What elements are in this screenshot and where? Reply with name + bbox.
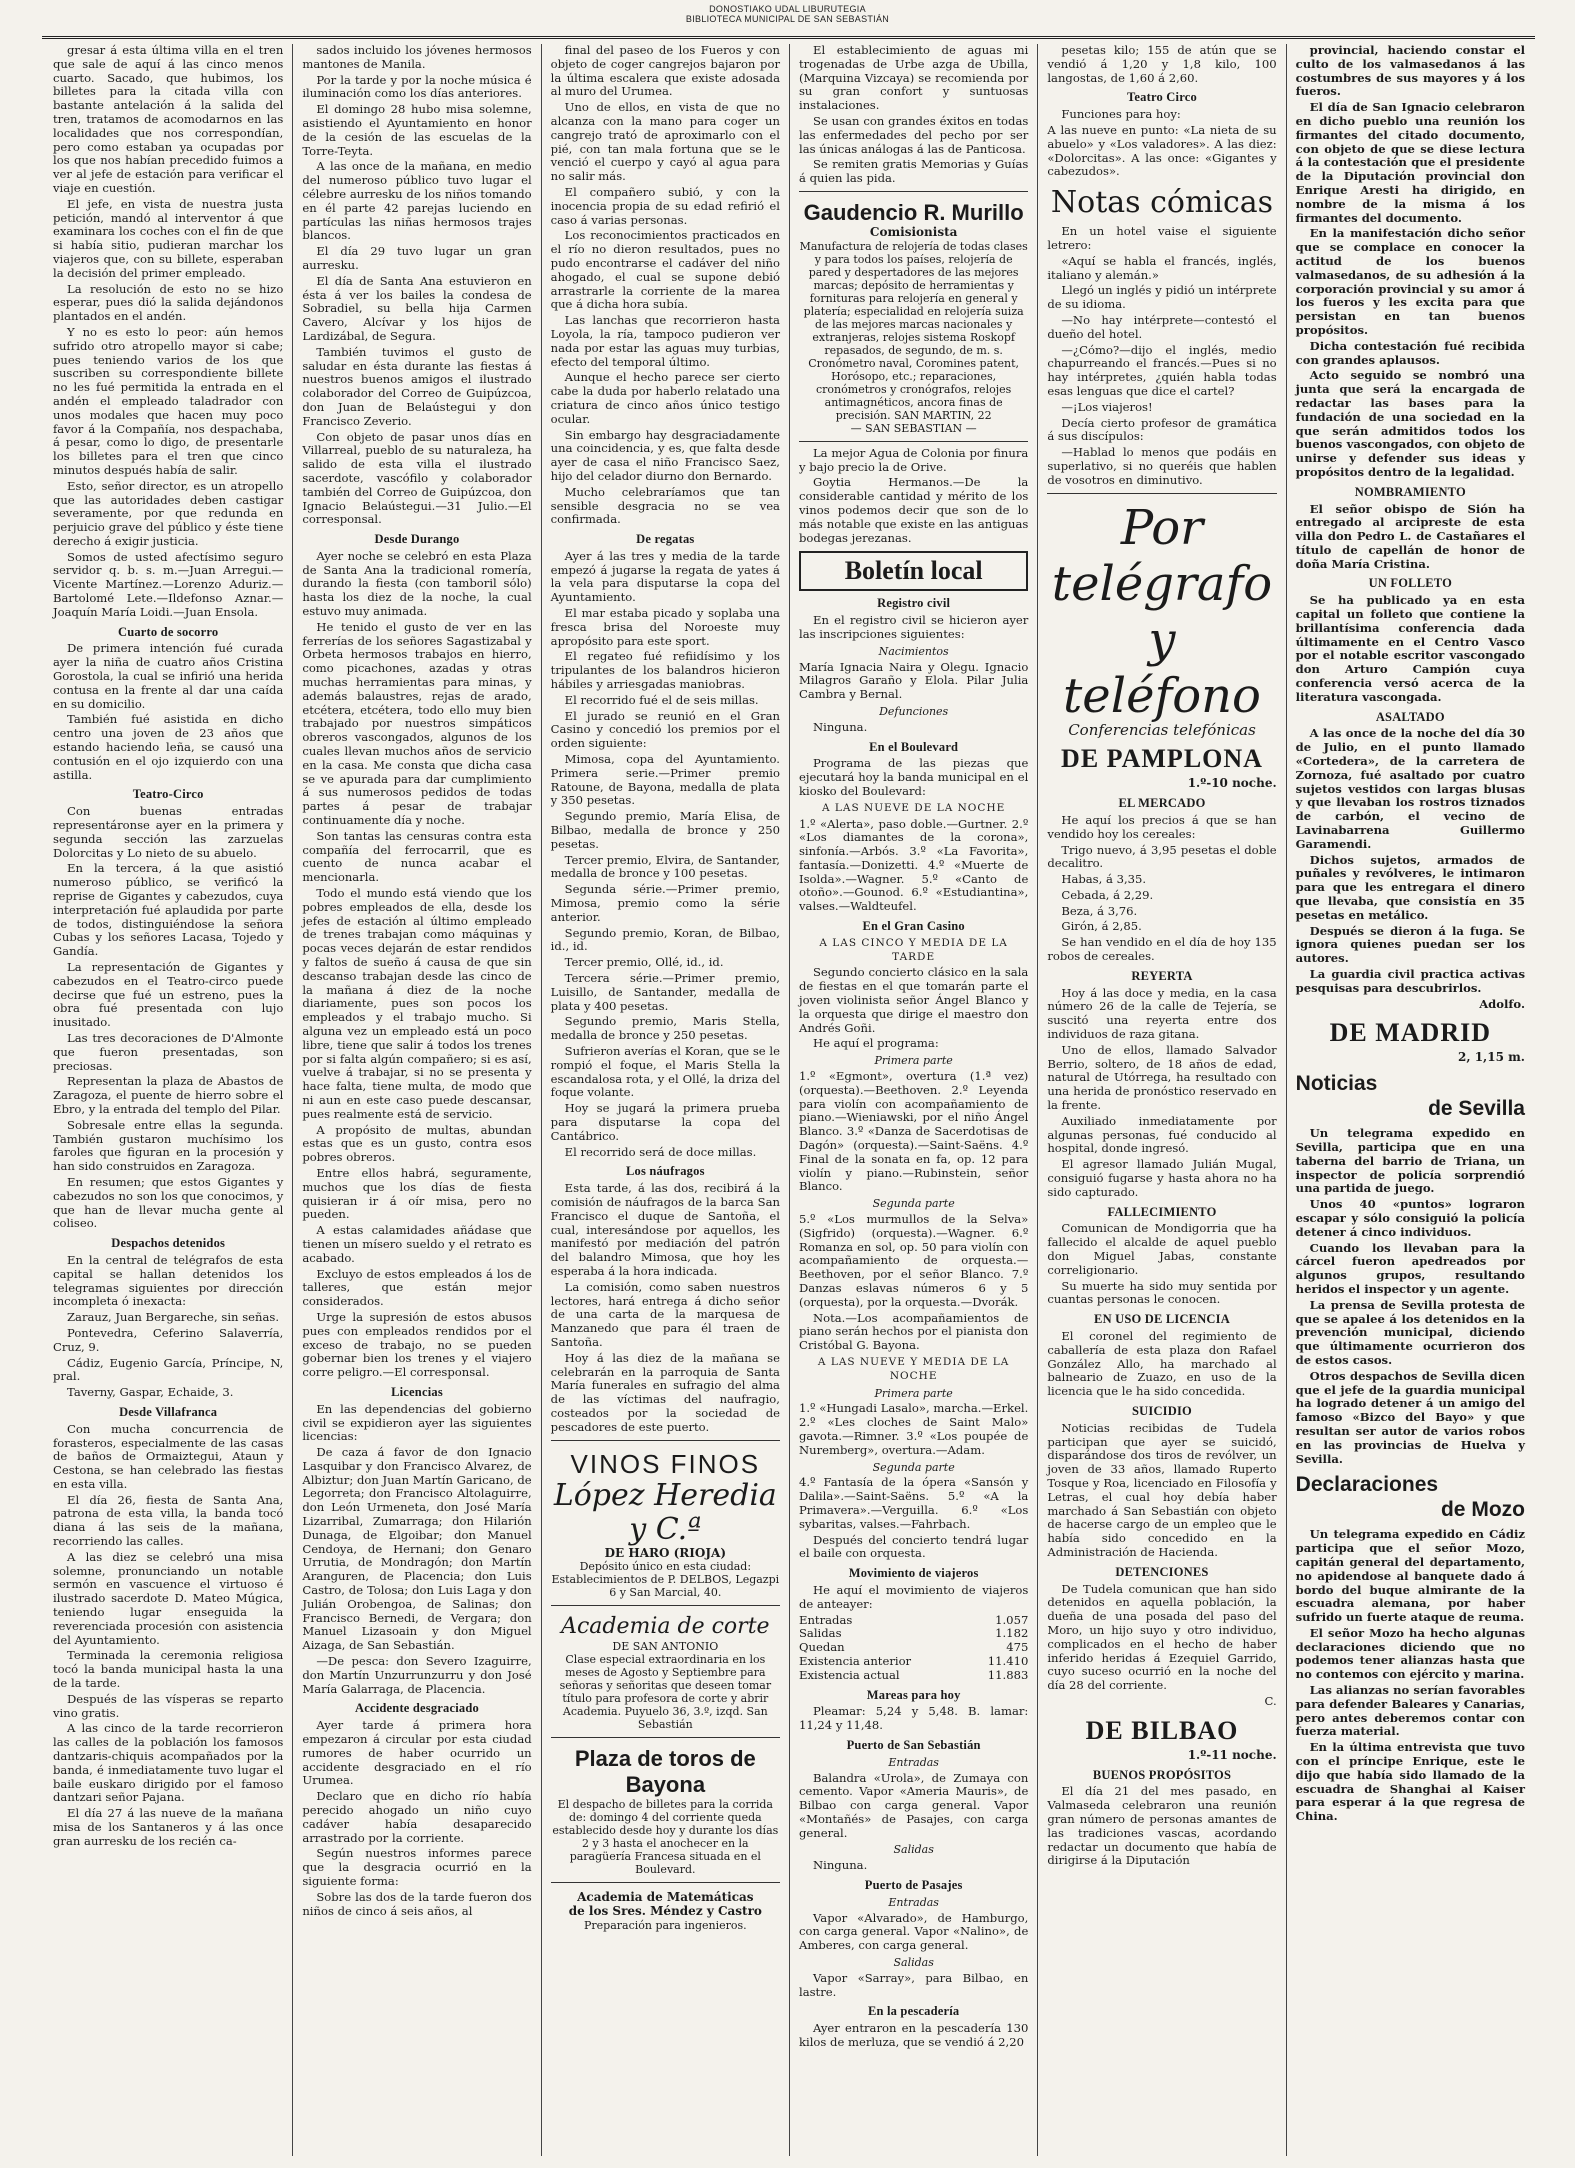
advert-text: Clase especial extraordinaria en los meses de Agosto y Septiembre para señoras y señoritas que deseen tomar título para profesora de corte y abrir Academia. Puyuelo 36, 3.º, izqd. San Sebastián [559,1653,772,1732]
paragraph: Hoy se jugará la primera prueba para disputarse la copa del Cantábrico. [550,1101,780,1143]
boletin-local-title: Boletín local [844,556,983,586]
row-value: 475 [1006,1640,1029,1655]
paragraph: 1.º «Alerta», paso doble.—Gurtner. 2.º «Los diamantes de la corona», sinfonía.—Arbós. 3.º «La Favorita», fantasía.—Donizetti. 4.º «Muerte de Isolda».—Wagner. 5.º «Canto de otoño».—Gounod. 6.º «Estudiantina», valses.—Waldteufel. [798,816,1029,914]
table-row [799,1614,1028,1628]
paragraph: Cádiz, Eugenio García, Príncipe, N, pral. [53,1355,284,1384]
advert-title: Academia de Matemáticas [577,1890,754,1905]
subheading: Segunda parte [872,1460,955,1474]
notas-comicas-masthead [1047,185,1276,221]
paragraph: Segundo premio, Koran, de Bilbao, id., id. [550,925,780,954]
paragraph: A propósito de multas, abundan estas que es un gusto, contra esos pobres obreros. [302,1122,532,1165]
section-heading: Despachos detenidos [111,1236,226,1251]
paragraph: En resumen; que estos Gigantes y cabezudos no son los que conocimos, y que han de llevar mucha gente al coliseo. [53,1174,284,1231]
paragraph: Se han vendido en el día de hoy 135 robos de cereales. [1047,935,1277,964]
dateline-city: DE MADRID [1329,1018,1492,1048]
advert-title: VINOS FINOS [570,1448,761,1479]
paragraph: Hoy á las doce y media, en la casa número 26 de la calle de Tejería, se suscitó una reyerta entre dos individuos de raza gitana. [1047,985,1277,1042]
paragraph: —Hablad lo menos que podáis en superlativo, si no queréis que hablen de vosotros en diminutivo. [1047,445,1277,487]
paragraph: Esta tarde, á las dos, recibirá á la comisión de náufragos de la barca San Francisco el duque de Santoña, el cual, interesándose por aquellos, les manifestó por mediación del patrón del balandro Mimosa, que hoy les esperaba á la hora indicada. [550,1181,780,1278]
sevilla-heading-line1: Noticias [1295,1072,1378,1096]
paragraph: Un telegrama expedido en Sevilla, participa que en una taberna del barrio de Triana, un inspector de policía sorprendió una partida de juego. [1295,1126,1525,1196]
divider [799,191,1028,192]
paragraph: Pleamar: 5,24 y 5,48. B. lamar: 11,24 y 11,48. [798,1704,1029,1733]
paragraph: El día 27 á las nueve de la mañana misa de los Santaneros y á las once gran aurresku de los recién ca- [53,1806,284,1848]
paragraph: Mimosa, copa del Ayuntamiento. Primera serie.—Primer premio Ratoune, de Bayona, medalla de plata y 350 pesetas. [550,752,780,808]
paragraph: Aunque el hecho parece ser cierto cabe la duda por haberlo relatado una criatura de cinco años único testigo ocular. [550,370,780,426]
section-heading: Desde Durango [374,532,460,547]
paragraph: El señor obispo de Sión ha entregado al arcipreste de esta villa don Pedro L. de Castañares el título de capellán de honor de doña María Cristina. [1295,501,1525,571]
paragraph: Se usan con grandes éxitos en todas las enfermedades del pecho por ser las únicas análogas á las de Panticosa. [798,113,1029,156]
paragraph: La representación de Gigantes y cabezudos en el Teatro-circo puede decirse que fué un estreno, pues la obra fué presentada con lujo inusitado. [53,960,284,1030]
section-heading: Desde Villafranca [119,1404,218,1419]
paragraph: Habas, á 3,35. [1061,872,1147,887]
paragraph: En la última entrevista que tuvo con el príncipe Enrique, este le dijo que había sido llamado de la escuadra de Shanghai al Kaiser para esperar á la que regresa de China. [1295,1740,1525,1824]
paragraph: He aquí el programa: [812,1036,939,1051]
dateline-time: 1.º-11 noche. [1187,1747,1277,1762]
paragraph: Cuando los llevaban para la cárcel fueron apedreados por algunos grupos, resultando heridos el inspector y un agente. [1295,1240,1525,1296]
paragraph: Comunican de Mondigorria que ha fallecido el alcalde de aquel pueblo don Miguel Jabas, constante correligionario. [1047,1221,1277,1277]
declaraciones-heading-line2: de Mozo [1440,1498,1525,1522]
dateline-city: DE PAMPLONA [1061,744,1263,774]
paragraph: Segundo premio, Maris Stella, medalla de bronce y 250 pesetas. [550,1014,780,1043]
paragraph: Unos 40 «puntos» lograron escapar y sólo consiguió la policía detener á cinco individuos. [1295,1197,1525,1239]
row-label: Salidas [798,1626,842,1641]
paragraph: Las tres decoraciones de D'Almonte que fueron presentadas, son preciosas. [53,1030,284,1073]
paragraph: Segundo premio, María Elisa, de Bilbao, medalla de bronce y 250 pesetas. [550,809,780,851]
section-heading: Cuarto de socorro [117,624,219,639]
paragraph: Uno de ellos, en vista de que no alcanza con la mano para coger un cangrejo trató de aproximarlo con el pié, con tan mala fortuna que se le venció el cuerpo y cayó al agua para no salir más. [550,100,780,184]
paragraph: Ninguna. [812,719,868,734]
section-heading: EL MERCADO [1118,796,1206,811]
advert-firm: López Heredia y C.ª [553,1477,777,1547]
paragraph: He aquí los precios á que se han vendido hoy los cereales: [1047,812,1277,841]
paragraph: final del paseo de los Fueros y con objeto de coger cangrejos bajaron por la última escalera que existe adosada al muro del Urumea. [550,44,780,99]
advert-place: DE SAN ANTONIO [612,1640,719,1654]
row-value: 1.182 [995,1626,1029,1641]
paragraph: Tercer premio, Elvira, de Santander, medalla de bronce y 100 pesetas. [550,852,780,881]
paragraph: Taverny, Gaspar, Echaide, 3. [67,1385,234,1400]
paragraph: En el registro civil se hicieron ayer las inscripciones siguientes: [798,613,1029,641]
section-heading: SUICIDIO [1132,1403,1192,1418]
paragraph: Con objeto de pasar unos días en Villarreal, pueblo de su naturaleza, ha salido de esta villa el ilustrado sacerdote, vascófilo y colaborador también del Correo de Guipúzcoa, don Ignacio Belaústegui.—31 Julio.—El corresponsal. [302,429,532,527]
paragraph: La resolución de esto no se hizo esperar, pues dió la salida dejándonos plantados en el andén. [53,281,284,324]
paragraph: Funciones para hoy: [1061,107,1181,122]
paragraph: Mucho celebraríamos que tan sensible desgracia no se vea confirmada. [550,484,780,527]
paragraph: Vapor «Alvarado», de Hamburgo, con carga general. Vapor «Nalino», de Amberes, con carga general. [798,1910,1029,1953]
paragraph: Los reconocimientos practicados en el río no dieron resultados, pues no pudo encontrarse el cadáver del niño ahogado, el cual se supone debió arrastrarle la corriente de la marea que á dicha hora subía. [550,228,780,312]
column-5 [1037,44,1285,2156]
dateline-city: DE BILBAO [1085,1715,1239,1745]
paragraph: 1.º «Hungadi Lasalo», marcha.—Erkel. 2.º «Les cloches de Saint Malo» gavota.—Rimner. 3.º «Los poupée de Nuremberg», overtura.—Adam. [798,1401,1029,1457]
subheading: Nacimientos [878,644,949,658]
section-heading: BUENOS PROPÓSITOS [1092,1767,1232,1782]
paragraph: Dicha contestación fué recibida con grandes aplausos. [1295,338,1525,367]
archive-header-line2: BIBLIOTECA MUNICIPAL DE SAN SEBASTIÁN [685,14,890,24]
divider [551,1882,780,1883]
paragraph: —De pesca: don Severo Izaguirre, don Martín Unzurrunzurru y don José María Galarraga, de Placencia. [302,1654,532,1696]
paragraph: Auxiliado inmediatamente por algunas personas, fué conducido al hospital, donde ingresó. [1047,1113,1277,1156]
signature: Adolfo. [1479,996,1525,1011]
paragraph: Entre ellos habrá, seguramente, muchos que los días de fiesta quisieran ir á oír misa, pero no pueden. [302,1165,532,1222]
section-heading: Los náufragos [625,1164,705,1179]
paragraph: A las diez se celebró una misa solemne, pronunciando un notable sermón en vascuence el virtuoso é ilustrado sacerdote D. Mateo Múgica, teniendo lugar enseguida la reverenciada procesión con asistencia del Ayuntamiento. [53,1549,284,1647]
paragraph: El señor Mozo ha hecho algunas declaraciones diciendo que no podemos tener alianzas hasta que no contemos con ejército y marina. [1295,1625,1525,1682]
divider [551,1737,780,1738]
paragraph: Nota.—Los acompañamientos de piano serán hechos por el pianista don Cristóbal G. Bayona. [798,1310,1029,1353]
advert-firm: de los Sres. Méndez y Castro [568,1904,762,1919]
paragraph: En la manifestación dicho señor que se complace en conocer la actitud de los buenos valmasedanos, de su adhesión á la corporación provincial y su amor á los fueros y les excita para que persistan en tan buenos propósitos. [1295,226,1525,337]
paragraph: 4.º Fantasía de la ópera «Sansón y Dalila».—Saint-Saëns. 5.º «A la Primavera».—Verguilla. 6.º «Los sybaritas, valses.—Fahrbach. [798,1475,1029,1531]
advert-text: Depósito único en esta ciudad: Establecimientos de P. DELBOS, Legazpi 6 y San Marcial, 40. [551,1560,780,1600]
advert-title: Academia de corte [561,1614,770,1640]
section-heading: Movimiento de viajeros [848,1566,979,1581]
section-heading: EN USO DE LICENCIA [1094,1312,1230,1327]
paragraph: Tercera série.—Primer premio, Luisillo, de Santander, medalla de plata y 400 pesetas. [550,971,780,1013]
row-label: Existencia actual [798,1667,900,1682]
paragraph: Dichos sujetos, armados de puñales y revólveres, le intimaron para que les entregara el dinero que llevaba, que consistía en 35 pesetas en metálico. [1295,852,1525,922]
paragraph: El agresor llamado Julián Mugal, consiguió fugarse y hasta ahora no ha sido capturado. [1047,1157,1277,1199]
row-label: Quedan [798,1640,845,1655]
paragraph: Con buenas entradas representáronse ayer en la primera y segunda sección las zarzuelas Dolorcitas y Lo nieto de su abuelo. [53,804,284,860]
section-heading: En el Boulevard [869,739,959,754]
paragraph: Programa de las piezas que ejecutará hoy la banda municipal en el kiosko del Boulevard: [798,756,1029,798]
paragraph: A las once de la mañana, en medio del numeroso público tuvo lugar el célebre aurresku de los niños tomando en él parte 42 parejas luciendo en partículas las niñas hermosos trajes blancos. [302,159,532,243]
sevilla-heading [1296,1071,1525,1121]
archive-header-line1: DONOSTIAKO UDAL LIBURUTEGIA [709,4,866,14]
paragraph: La comisión, como saben nuestros lectores, hará entrega á dicho señor de una carta de la marquesa de Manzanedo que para él traen de Santoña. [550,1279,780,1349]
subheading: Entradas [888,1755,939,1769]
paragraph: El día de San Ignacio celebraron en dicho pueblo una reunión los firmantes del citado documento, con objeto de que se diese lectura á la contestación que el presidente de la Diputación provincial don Enrique Aresti ha dirigido, en nombre de la misma á los firmantes del documento. [1295,100,1525,225]
masthead-title: Por telégrafo y teléfono [1051,499,1273,724]
paragraph: El día 29 tuvo lugar un gran aurresku. [302,244,532,272]
columns [44,44,1534,2156]
paragraph: El recorrido fué el de seis millas. [564,692,759,707]
section-heading: Licencias [391,1384,443,1399]
paragraph: provincial, haciendo constar el culto de los valmasedanos á las costumbres de sus mayores y á los fueros. [1295,44,1525,99]
advert-matematicas [551,1891,780,1932]
advert-toros [551,1746,780,1876]
divider [1047,493,1276,494]
paragraph: —No hay intérprete—contestó el dueño del hotel. [1047,312,1277,341]
section-heading: Registro civil [877,596,951,611]
column-4 [789,44,1037,2156]
archive-header [0,4,1575,24]
paragraph: Vapor «Sarray», para Bilbao, en lastre. [798,1970,1029,1999]
paragraph: Se ha publicado ya en esta capital un folleto que contiene la brillantísima conferencia dada últimamente en el Centro Vasco por el notable escritor vascongado don Arturo Campión cuya conferencia versó acerca de la literatura vascongada. [1295,593,1525,704]
subheading: A LAS NUEVE Y MEDIA DE LA NOCHE [817,1355,1010,1382]
subheading: Segunda parte [872,1197,955,1211]
divider [551,1440,780,1441]
paragraph: Girón, á 2,85. [1061,919,1142,934]
paragraph: Ninguna. [812,1858,868,1873]
paragraph: El regateo fué refiidísimo y los tripulantes de los balandros hicieron hábiles y arriesgadas maniobras. [550,649,780,692]
paragraph: Uno de ellos, llamado Salvador Berrio, soltero, de 18 años de edad, natural de Utórrega, ha resultado con una herida de pronóstico reservado en la frente. [1047,1042,1277,1113]
paragraph: He tenido el gusto de ver en las ferrerías de los señores Sagastizabal y Orbeta hermosos trabajos en hierro, como picachones, azadas y otras muchas herramientas para minas, y además balaustres, rejas de arado, etcétera, etcétera, todo ello muy bien trabajado por nuestros simpáticos obreros vascongados, algunos de los cuales llevan muchos años de servicio en la casa. Me consta que dicha casa se ve apurada para dar cumplimiento á sus numerosos pedidos de todas partes á pesar de trabajar continuamente día y noche. [302,619,532,828]
advert-title: Plaza de toros de Bayona [574,1746,756,1798]
paragraph: Todo el mundo está viendo que los pobres empleados de ella, desde los jefes de estación al último empleado de trenes trabajan como máquinas y pocas veces dejarán de estar rendidos y faltos de sueño á causa de que sin descanso trabajan desde las cinco de la mañana á diez de la noche diariamente, pues son pocos los empleados y el trabajo mucho. Si alguna vez un empleado está un poco libre, tiene que salir á todos los trenes por si falta algún compañero; si es así, vuelve á trabajar, si no se presenta y hace falta, tiene multa, de modo que ni aun en este caso puede descansar, pues realmente está de servicio. [302,886,532,1121]
section-heading: FALLECIMIENTO [1107,1204,1217,1219]
boletin-local-box [799,551,1028,591]
paragraph: Después de las vísperas se reparto vino gratis. [53,1691,284,1720]
paragraph: La guardia civil practica activas pesquisas para descubrirlos. [1295,967,1525,995]
paragraph: Segundo concierto clásico en la sala de fiestas en el que tomarán parte el joven violinista señor Ángel Blanco y la orquesta que dirige el maestro don Andrés Goñi. [798,965,1029,1035]
paragraph: Ayer noche se celebró en esta Plaza de Santa Ana la tradicional romería, durando la fiesta (con tamboril sólo) hasta los diez de la noche, la cual estuvo muy animada. [302,548,532,619]
advert-subtitle: Comisionista [869,224,958,239]
section-heading: De regatas [636,532,695,547]
paragraph: En la central de telégrafos de esta capital se hallan detenidos los telegramas siguientes por dirección incompleta ó inexacta: [53,1252,284,1309]
paragraph: Esto, señor director, es un atropello que las autoridades deben castigar severamente, por que redunda en perjuicio grave del público y éste tiene derecho á exigir justicia. [53,478,284,548]
paragraph: Sobre las dos de la tarde fueron dos niños de cinco á seis años, al [302,1889,532,1918]
paragraph: Noticias recibidas de Tudela participan que ayer se suicidó, disparándose dos tiros de revólver, un joven de 33 años, llamado Ruperto Tosque y Roa, licenciado en Filosofía y Letras, el cual hoy debía haber marchado á San Sebastián con objeto de hacerse cargo de un empleo que le había sido concedido en la Administración de Hacienda. [1047,1420,1277,1559]
row-label: Entradas [798,1612,853,1627]
section-heading: ASALTADO [1375,709,1445,724]
advert-title: Gaudencio R. Murillo [803,199,1024,225]
paragraph: Después del concierto tendrá lugar el baile con orquesta. [798,1532,1029,1561]
paragraph: Decía cierto profesor de gramática á sus discípulos: [1047,415,1277,444]
paragraph: De Tudela comunican que han sido detenidos en aquella población, la dueña de una posada del paso del Moro, un hijo suyo y otro individuo, complicados en el hecho de haber inferido heridas á Ezequiel Garrido, cuyo suceso ocurrió en la noche del día 28 del corriente. [1047,1581,1277,1693]
table-row [799,1655,1028,1669]
paragraph: El día de Santa Ana estuvieron en ésta á ver los bailes la condesa de Sobradiel, su bella hija Carmen Cavero, Alcívar y los hijos de Lardizábal, de Segura. [302,273,532,343]
column-6 [1286,44,1534,2156]
paragraph: El recorrido será de doce millas. [564,1144,757,1159]
paragraph: El compañero subió, y con la inocencia propia de su edad refirió el caso á varias personas. [550,184,780,227]
subheading: A LAS NUEVE DE LA NOCHE [822,801,1006,814]
paragraph: Zarauz, Juan Bergareche, sin señas. [67,1310,280,1325]
paragraph: Urge la supresión de estos abusos pues con empleados rendidos por el exceso de trabajo, no se pueden gobernar bien los trenes y el viajero corre peligro.—El corresponsal. [302,1309,532,1380]
paragraph: Acto seguido se nombró una junta que será la encargada de redactar las bases para la fundación de una sociedad en la que serán admitidos todos los buenos vascongados, con objeto de unirse y defender sus ideas y propósitos dentro de la legalidad. [1295,368,1525,479]
travellers-table [799,1614,1028,1683]
sevilla-heading-line2: de Sevilla [1428,1097,1525,1121]
paragraph: Cebada, á 2,29. [1061,887,1154,902]
signature: C. [1264,1693,1277,1708]
paragraph: Declaro que en dicho río había perecido ahogado un niño cuyo cadáver había desaparecido arrastrado por la corriente. [302,1789,532,1845]
dateline-time: 1.º-10 noche. [1187,776,1277,791]
paragraph: Un telegrama expedido en Cádiz participa que el señor Mozo, capitán general del departamento, no apidendose al banquete dado á bordo del buque almirante de la escuadra alemana, por haber sufrido un fuerte ataque de reuma. [1295,1527,1525,1625]
advert-city: — SAN SEBASTIAN — [850,421,977,435]
paragraph: La mejor Agua de Colonia por finura y bajo precio la de Orive. [798,445,1029,474]
declaraciones-heading-line1: Declaraciones [1295,1473,1439,1497]
paragraph: Ayer á las tres y media de la tarde empezó á jugarse la regata de yates á la vela para disputarse la copa del Ayuntamiento. [550,548,780,605]
paragraph: El establecimiento de aguas mi trogenadas de Urbe azga de Ubilla, (Marquina Vizcaya) se recomienda por su gran confort y suntuosas instalaciones. [798,44,1029,113]
subheading: Salidas [893,1956,934,1970]
paragraph: gresar á esta última villa en el tren que sale de aquí á las cinco menos cuarto. Sacado, que hubimos, los billetes para la citada villa con bastante antelación á la salida del tren, tratamos de acomodarnos en las localidades que nos correspondían, pero como estaban ya ocupadas por los que nos habían precedido fuimos a ver al jefe de estación para verificar el viaje en cuestión. [53,44,284,195]
paragraph: El jefe, en vista de nuestra justa petición, mandó al interventor á que examinara los coches con el fin de que si había sitio, pudieran marchar los viajeros que, con su billete, esperaban la decisión del primer empleado. [53,196,284,280]
row-value: 1.057 [995,1612,1029,1627]
advert-text: Preparación para ingenieros. [583,1918,747,1932]
section-heading: Teatro-Circo [132,787,204,802]
advert-vinos [551,1449,780,1600]
paragraph: Hoy á las diez de la mañana se celebrarán en la parroquia de Santa María funerales en sufragio del alma de las víctimas del naufragio, costeados por la sociedad de pescadores de este puerto. [550,1350,780,1434]
advert-place: DE HARO (RIOJA) [604,1545,726,1560]
paragraph: También tuvimos el gusto de saludar en ésta durante las fiestas á nuestros buenos amigos el ilustrado colaborador del Correo de Guipúzcoa, don Juan de Belaústegui y don Francisco Zeverio. [302,344,532,428]
section-heading: En la pescadería [867,2004,960,2019]
advert-text: Manufactura de relojería de todas clases y para todos los países, relojería de pared y despertadores de las mejores marcas; depósito de herramientas y fornituras para relojería en general y platería; especialidad en relojería suiza de las mejores marcas nacionales y extranjeras, relojes sistema Roskopf repasados, de segundo, de m. s. Cronómetro naval, Coromines patent, Horósopo, etc.; reparaciones, cronómetros y cronógrafos, relojes antimagnéticos, ancora finas de precisión. SAN MARTIN, 22 [799,239,1028,422]
paragraph: Por la tarde y por la noche música é iluminación como los días anteriores. [302,72,532,101]
section-heading: Mareas para hoy [866,1687,961,1702]
paragraph: Goytia Hermanos.—De la considerable cantidad y mérito de los vinos podemos decir que son de lo más notable que existe en las antiguas bodegas jerezanas. [798,475,1029,545]
paragraph: Representan la plaza de Abastos de Zaragoza, el puente de hierro sobre el Ebro, y la entrada del templo del Pilar. [53,1074,284,1116]
column-2 [292,44,540,2156]
column-3 [541,44,789,2156]
subheading: Salidas [893,1843,934,1857]
section-heading: Puerto de San Sebastián [846,1737,981,1752]
advert-text: El despacho de billetes para la corrida de: domingo 4 del corriente queda establecido desde hoy y durante los días 2 y 3 hasta el anochecer en la paragüería Francesa situada en el Boulevard. [552,1798,779,1877]
paragraph: De caza á favor de don Ignacio Lasquibar y don Francisco Alvarez, de Albiztur; don Juan Martín Garicano, de Legorreta; don Francisco Altolaguirre, don León Urmeneta, don José María Lizarribal, Zumarraga; don Hilarión Dunaga, de Elgoibar; don Manuel Cendoya, de Hernani; don Genaro Urrutia, de Mondragón; don Martín Aranguren, de Placencia; don Luis Castro, de Tolosa; don Luis Laga y don Julián Orobengoa, de Salinas; don Francisco Bernedi, de Vergara; don Manuel Lizasoain y don Miguel Aizaga, de San Sebastián. [302,1445,532,1653]
divider [551,1605,780,1606]
paragraph: De primera intención fué curada ayer la niña de cuatro años Cristina Gorostola, la cual se infirió una herida contusa en la frente al dar una caída en su domicilio. [53,641,284,711]
section-heading: Puerto de Pasajes [864,1878,963,1893]
table-row [799,1641,1028,1655]
paragraph: 1.º «Egmont», overtura (1.ª vez) (orquesta).—Beethoven. 2.º Leyenda para violín con acompañamiento de piano.—Wieniawski, por el niño Ángel Blanco. 3.º «Danza de Sacerdotisas de Dagón» (orquesta).—Saint-Saëns. 4.º Final de la sonata en fa, op. 12 para violín y piano.—Rubinstein, señor Blanco. [798,1069,1029,1194]
paragraph: El mar estaba picado y soplaba una fresca brisa del Noroeste muy apropósito para este sport. [550,606,780,648]
section-heading: Teatro Circo [1127,90,1197,105]
table-row [799,1627,1028,1641]
paragraph: En las dependencias del gobierno civil se expidieron ayer las siguientes licencias: [302,1401,532,1444]
paragraph: A las nueve en punto: «La nieta de su abuelo» y «Los valadores». A las diez: «Dolorcitas». A las once: «Gigantes y cabezudos». [1047,122,1277,179]
section-heading: UN FOLLETO [1368,576,1453,591]
paragraph: Su muerte ha sido muy sentida por cuantas personas le conocen. [1047,1278,1277,1307]
paragraph: Beza, á 3,76. [1061,903,1138,918]
paragraph: La prensa de Sevilla protesta de que se apalee á los detenidos en la prevención municipal, diciendo que últimamente ocurrieron dos de estos casos. [1295,1297,1525,1367]
paragraph: 5.º «Los murmullos de la Selva» (Sigfrido) (orquesta).—Wagner. 6.º Romanza en sol, op. 50 para violín con acompañamiento de orquesta.—Beethoven, por el señor Blanco. 7.º Danzas eslavas números 6 y 5 (orquesta), por la orquesta.—Dvorák. [798,1212,1029,1309]
paragraph: Sufrieron averías el Koran, que se le rompió el foque, el Maris Stella la escandalosa rota, y el Ollé, la driza del foque volante. [550,1043,780,1100]
paragraph: Son tantas las censuras contra esta compañía del ferrocarril, que es cuento de nunca acabar el mencionarla. [302,828,532,885]
paragraph: A las cinco de la tarde recorrieron las calles de la población los famosos dantzaris-chiquis acompañados por la banda, é inmediatamente tuvo lugar el baile euskaro dirigido por el famoso dantzari señor Pajana. [53,1721,284,1805]
paragraph: Sin embargo hay desgraciadamente una coincidencia, y es, que falta desde ayer de casa el niño Francisco Saez, hijo del celador diurno don Bernardo. [550,427,780,483]
paragraph: Ayer entraron en la pescadería 130 kilos de merluza, que se vendió á 2,20 [798,2021,1029,2050]
paragraph: María Ignacia Naira y Olegu. Ignacio Milagros Garaño y Elola. Pilar Julia Cambra y Bernal. [798,659,1029,702]
dateline-time: 2, 1,15 m. [1458,1050,1525,1065]
declaraciones-heading [1296,1472,1525,1522]
paragraph: También fué asistida en dicho centro una joven de 23 años que estando haciendo leña, se causó una contusión en el ojo izquierdo con una astilla. [53,712,284,782]
paragraph: A estas calamidades añádase que tienen un mísero sueldo y el retrato es acabado. [302,1223,532,1265]
paragraph: Segunda série.—Primer premio, Mimosa, premio como la série anterior. [550,882,780,924]
paragraph: He aquí el movimiento de viajeros de anteayer: [798,1582,1029,1611]
masthead-subtitle: Conferencias telefónicas [1068,720,1256,739]
paragraph: A las once de la noche del día 30 de Julio, en el punto llamado «Cortedera», de la carretera de Zornoza, fué asaltado por cuatro sujetos vestidos con largas blusas y que llevaban los rostros tiznados de carbón, el vecino de Lavinabarrena Guillermo Garamendi. [1295,726,1525,851]
paragraph: Las alianzas no serían favorables para defender Baleares y Canarias, pero antes deberemos contar con fuerza material. [1295,1683,1525,1739]
paragraph: Ayer tarde á primera hora empezaron á circular por esta ciudad rumores de haber ocurrido un accidente desgraciado en el río Urumea. [302,1718,532,1788]
section-heading: En el Gran Casino [862,919,965,934]
paragraph: Somos de usted afectísimo seguro servidor q. b. s. m.—Juan Arregui.—Vicente Martínez.—Lorenzo Aduriz.—Bartolomé Lete.—Ildefonso Aznar.—Joaquín María Loidi.—Juan Ensola. [53,549,284,619]
section-heading: REYERTA [1131,968,1193,983]
paragraph: Terminada la ceremonia religiosa tocó la banda municipal hasta la una de la tarde. [53,1648,284,1691]
paragraph: Llegó un inglés y pidió un intérprete de su idioma. [1047,283,1277,312]
paragraph: Según nuestros informes parece que la desgracia ocurrió en la siguiente forma: [302,1846,532,1888]
subheading: Entradas [888,1895,939,1909]
column-1 [44,44,292,2156]
top-rule [42,36,1535,39]
section-heading: NOMBRAMIENTO [1354,484,1466,499]
paragraph: Con mucha concurrencia de forasteros, especialmente de las casas de baños de Ormaiztegui, Ataun y Cestona, se han celebrado las fiestas en esta villa. [53,1421,284,1491]
paragraph: Después se dieron á la fuga. Se ignora quienes puedan ser los autores. [1295,923,1525,966]
paragraph: En la tercera, á la que asistió numeroso público, se verificó la reprise de Gigantes y cabezudos, cuya interpretación fué aplaudida por parte de todos, distinguiéndose la señora Cubas y los señores Lacasa, Tojedo y Gandía. [53,861,284,959]
paragraph: sados incluido los jóvenes hermosos mantones de Manila. [302,44,532,71]
advert-murillo [799,200,1028,435]
paragraph: Las lanchas que recorrieron hasta Loyola, la ría, tampoco pudieron ver nada por estar las aguas muy turbias, efecto del temporal último. [550,313,780,369]
subheading: A LAS CINCO Y MEDIA DE LA TARDE [819,936,1008,963]
divider [799,441,1028,442]
row-value: 11.883 [987,1667,1029,1682]
paragraph: —¿Cómo?—dijo el inglés, medio chapurreando el francés.—Pues si no hay intérpretes, ¿quién habla todas esas lenguas que dice el cartel? [1047,342,1277,398]
paragraph: Pontevedra, Ceferino Salaverría, Cruz, 9. [53,1325,284,1354]
paragraph: Se remiten gratis Memorias y Guías á quien las pida. [798,157,1029,186]
paragraph: Excluyo de estos empleados á los de talleres, que están mejor considerados. [302,1266,532,1309]
paragraph: El día 21 del mes pasado, en Valmaseda celebraron una reunión gran número de personas amantes de las tradiciones vascas, acordando redactar un documento que había de dirigirse á la Diputación [1047,1784,1277,1868]
paragraph: El domingo 28 hubo misa solemne, asistiendo el Ayuntamiento en honor de la cesión de las escuelas de la Torre-Teyta. [302,102,532,158]
telegrafo-masthead [1047,500,1276,738]
table-row [799,1669,1028,1683]
subheading: Primera parte [874,1386,953,1400]
paragraph: En un hotel vaise el siguiente letrero: [1047,224,1277,252]
paragraph: «Aquí se habla el francés, inglés, italiano y alemán.» [1047,253,1277,282]
paragraph: Tercer premio, Ollé, id., id. [564,955,724,970]
paragraph: Balandra «Urola», de Zumaya con cemento. Vapor «Ameria Mauris», de Bilbao con carga general. Vapor «Montañés» de Pasajes, con carga general. [798,1770,1029,1840]
masthead-title: Notas cómicas [1050,185,1274,221]
paragraph: El jurado se reunió en el Gran Casino y concedió los premios por el orden siguiente: [550,708,780,751]
paragraph: Trigo nuevo, á 3,95 pesetas el doble decalitro. [1047,842,1277,871]
paragraph: pesetas kilo; 155 de atún que se vendió á 1,20 y 1,8 kilo, 100 langostas, de 1,60 á 2,60. [1047,44,1277,85]
section-heading: DETENCIONES [1115,1564,1209,1579]
row-value: 11.410 [987,1653,1029,1668]
paragraph: El día 26, fiesta de Santa Ana, patrona de esta villa, la banda tocó diana á las seis de la mañana, recorriendo las calles. [53,1492,284,1549]
row-label: Existencia anterior [798,1653,912,1668]
paragraph: El coronel del regimiento de caballería de esta plaza don Rafael González Allo, ha marchado al balneario de Zuazo, en uso de la licencia que le ha sido concedida. [1047,1329,1277,1399]
subheading: Defunciones [879,704,949,718]
advert-academia-corte [551,1614,780,1731]
paragraph: Sobresale entre ellas la segunda. También gustaron muchísimo los faroles que figuran en la procesión y han sido construidos en Zaragoza. [53,1117,284,1174]
paragraph: —¡Los viajeros! [1061,399,1153,414]
paragraph: Otros despachos de Sevilla dicen que el jefe de la guardia municipal ha logrado detener á un amigo del famoso «Bizco del Bayo» y que resultan ser autor de varios robos en las provincias de Huelva y Sevilla. [1295,1368,1525,1466]
subheading: Primera parte [874,1054,953,1068]
section-heading: Accidente desgraciado [355,1701,479,1716]
paragraph: Y no es esto lo peor: aún hemos sufrido otro atropello mayor si cabe; pues teniendo varios de los que suscriben su correspondiente billete no les fué permitida la entrada en el andén el empleado taladrador con unos modales que hacen muy poco favor á la Compañía, nos despachaba, á pesar, como lo digo, de presentarle los billetes para el tren que cinco minutos después había de salir. [53,324,284,477]
